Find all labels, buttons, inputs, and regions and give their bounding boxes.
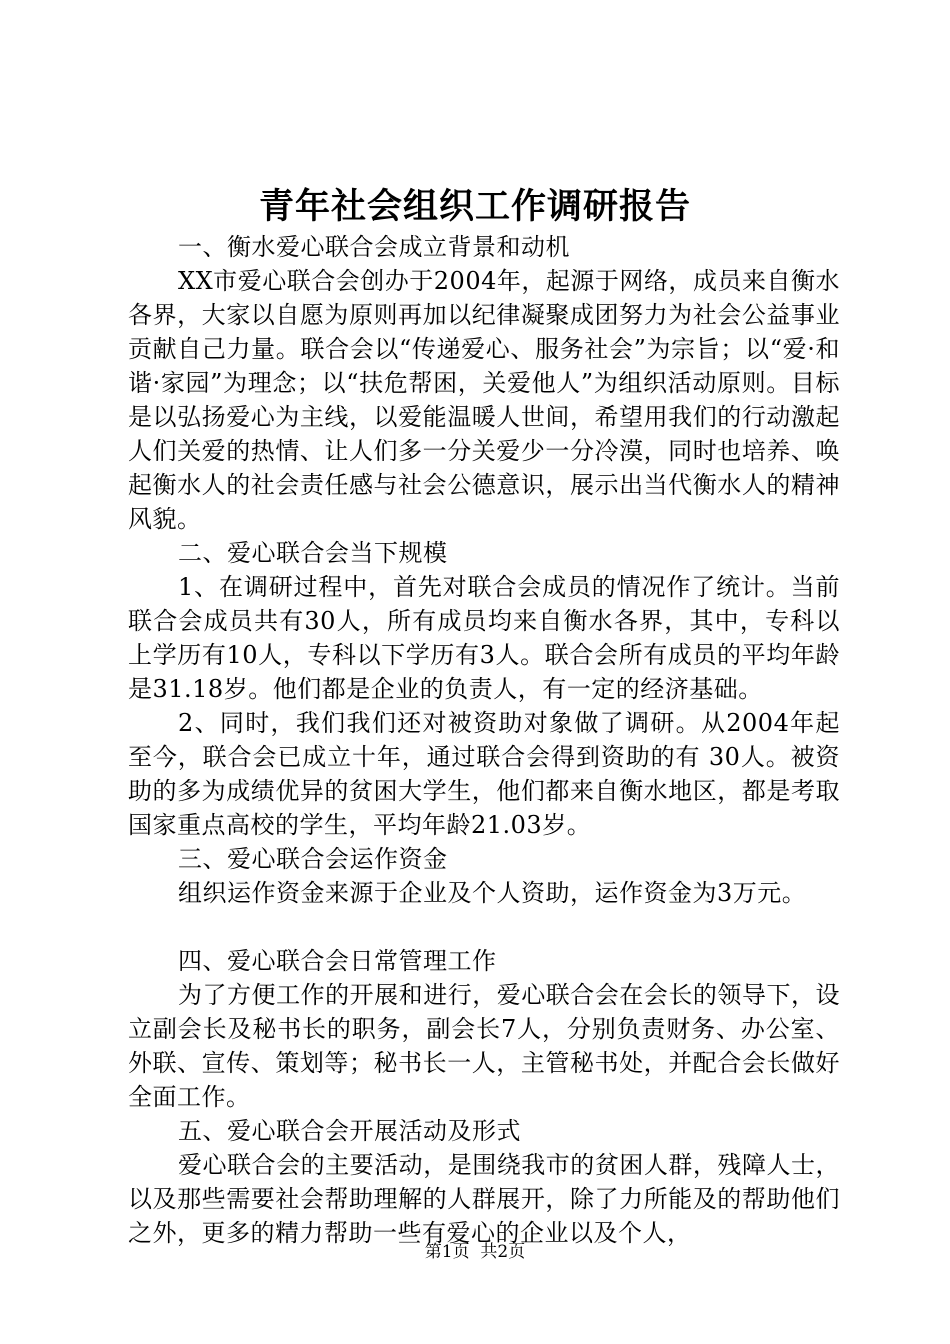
section-heading-4: 四、爱心联合会日常管理工作 — [178, 947, 497, 975]
paragraph-members: 1、在调研过程中，首先对联合会成员的情况作了统计。当前联合会成员共有30人，所有成员均来自衡水各界，其中，专科以上学历有10人，专科以下学历有3人。联合会所有成员的平均年龄是31.18岁。他们都是企业的负责人，有一定的经济基础。 — [128, 573, 840, 703]
page-number: 第1页 — [424, 1242, 470, 1262]
page-total: 共2页 — [480, 1242, 526, 1262]
paragraph-beneficiaries: 2、同时，我们我们还对被资助对象做了调研。从2004年起至今，联合会已成立十年，通过联合会得到资助的有 30人。被资助的多为成绩优异的贫困大学生，他们都来自衡水地区，都是考取国家重点高校的学生，平均年龄21.03岁。 — [128, 709, 840, 839]
document-title: 青年社会组织工作调研报告 — [258, 186, 691, 227]
paragraph-funding: 组织运作资金来源于企业及个人资助，运作资金为3万元。 — [178, 879, 807, 907]
paragraph-activities: 爱心联合会的主要活动，是围绕我市的贫困人群，残障人士，以及那些需要社会帮助理解的人群展开，除了力所能及的帮助他们之外，更多的精力帮助一些有爱心的企业以及个人， — [128, 1151, 840, 1247]
paragraph-background: XX市爱心联合会创办于2004年，起源于网络，成员来自衡水各界，大家以自愿为原则再加以纪律凝聚成团努力为社会公益事业贡献自己力量。联合会以“传递爱心、服务社会”为宗旨；以“爱·和谐·家园”为理念；以“扶危帮困，关爱他人”为组织活动原则。目标是以弘扬爱心为主线，以爱能温暖人世间，希望用我们的行动激起人们关爱的热情、让人们多一分关爱少一分冷漠，同时也培养、唤起衡水人的社会责任感与社会公德意识，展示出当代衡水人的精神风貌。 — [128, 267, 840, 533]
blank-line — [128, 910, 840, 944]
document-body — [128, 230, 840, 1250]
section-heading-2: 二、爱心联合会当下规模 — [178, 539, 448, 567]
section-heading-5: 五、爱心联合会开展活动及形式 — [178, 1117, 521, 1145]
section-heading-3: 三、爱心联合会运作资金 — [178, 845, 448, 873]
page-footer — [0, 1240, 950, 1264]
paragraph-management: 为了方便工作的开展和进行，爱心联合会在会长的领导下，设立副会长及秘书长的职务，副会长7人，分别负责财务、办公室、外联、宣传、策划等；秘书长一人，主管秘书处，并配合会长做好全面工作。 — [128, 981, 840, 1111]
section-heading-1: 一、衡水爱心联合会成立背景和动机 — [178, 233, 570, 261]
